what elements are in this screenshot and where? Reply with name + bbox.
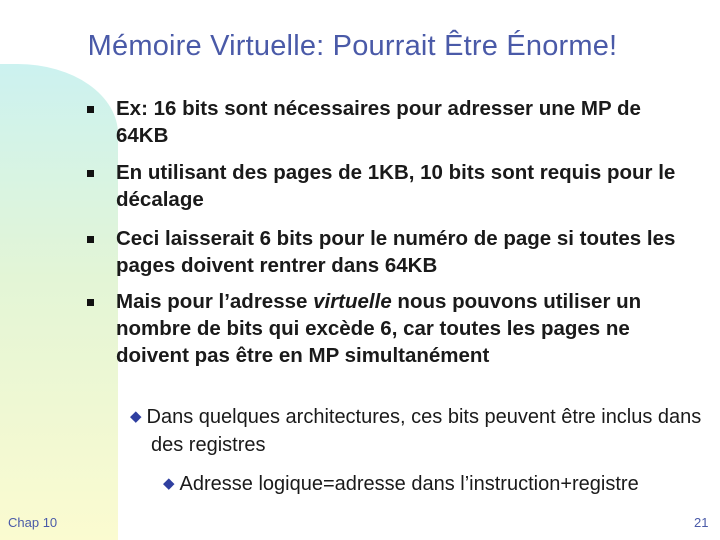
bullet-4: [116, 288, 696, 369]
bullet-4-pre: Mais pour l’adresse: [116, 290, 314, 313]
sub-bullet-text: Dans quelques architectures, ces bits peuvent être inclus dans des registres: [146, 406, 702, 456]
sub-sub-bullet-text: Adresse logique=adresse dans l’instruction+registre: [179, 473, 639, 495]
slide-title: Mémoire Virtuelle: Pourrait Être Énorme!: [87, 30, 618, 62]
diamond-icon: ◆: [130, 408, 142, 425]
diamond-icon: ◆: [163, 475, 175, 492]
page-number: 21: [694, 515, 709, 530]
bullet-square-3: [87, 236, 94, 243]
bullet-2: En utilisant des pages de 1KB, 10 bits sont requis pour le décalage: [116, 161, 676, 211]
decorative-left-band: [0, 64, 118, 540]
bullet-4-emphasis: virtuelle: [313, 290, 392, 313]
bullet-1: Ex: 16 bits sont nécessaires pour adresser une MP de 64KB: [116, 97, 641, 147]
bullet-square-2: [87, 170, 94, 177]
bullet-square-1: [87, 106, 94, 113]
sub-sub-bullet: [163, 471, 684, 499]
bullet-3: Ceci laisserait 6 bits pour le numéro de page si toutes les pages doivent rentrer dans 64KB: [116, 227, 676, 277]
bullet-square-4: [87, 299, 94, 306]
bullet-4-post: nous pouvons utiliser un nombre de bits qui excède 6, car toutes les pages ne doivent pas être en MP simultanément: [116, 290, 642, 367]
chapter-label: Chap 10: [8, 515, 58, 530]
sub-bullet: [130, 404, 711, 459]
